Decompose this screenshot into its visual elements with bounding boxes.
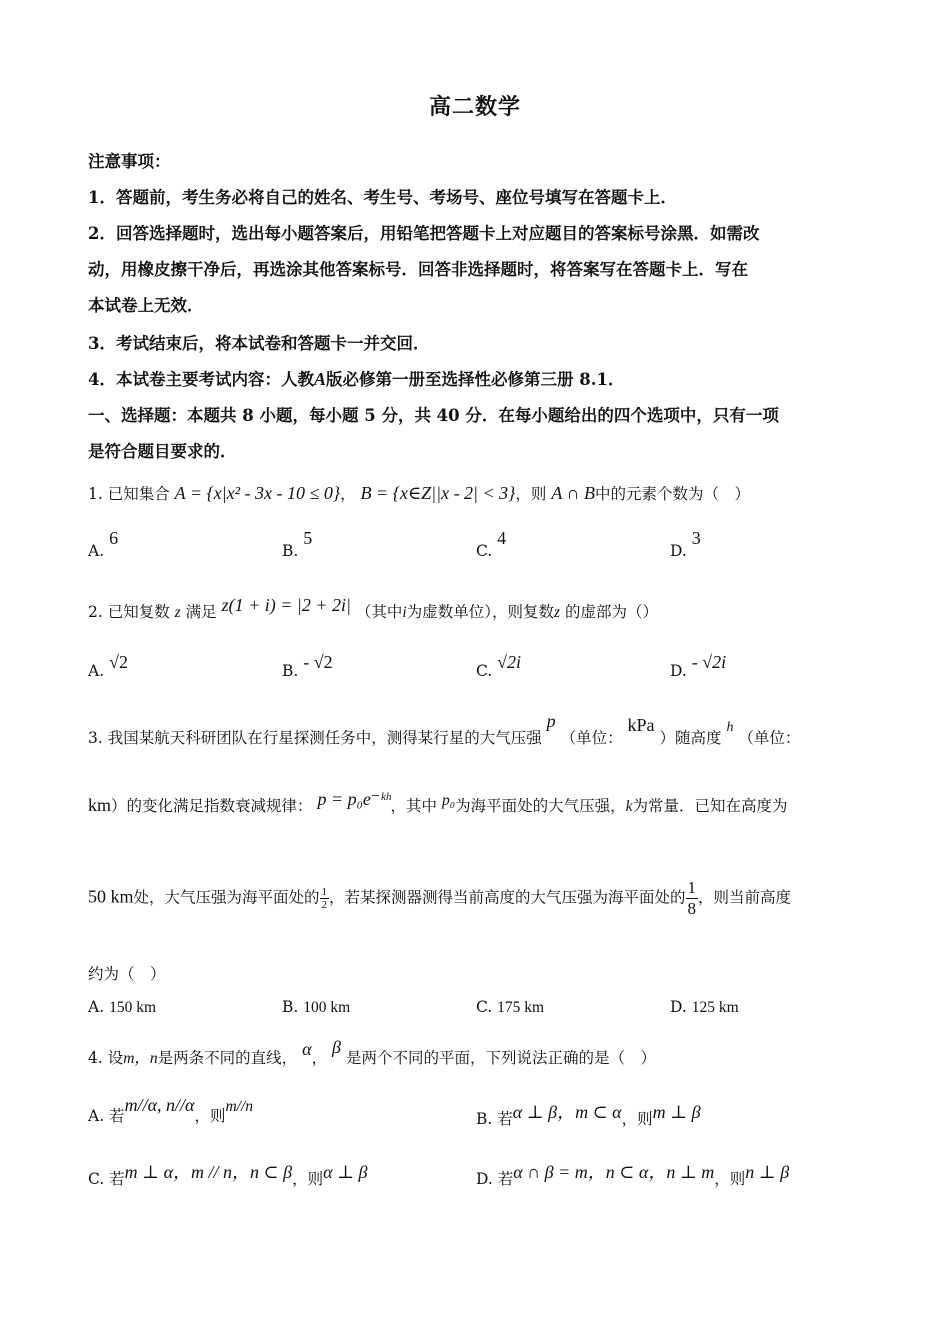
notice-item-2-line-2: 动，用橡皮擦干净后，再选涂其他答案标号．回答非选择题时，将答案写在答题卡上．写在 [88,260,748,279]
q3-option-a-value: 150 km [109,999,156,1016]
notice-item-4-text-b: A [313,369,326,389]
q3-text-1b: （单位： [560,729,623,747]
q4-option-b-then: ，则 [621,1110,653,1128]
q3-option-d [670,998,739,1017]
question-3-line-4: 约为（ ） [88,965,166,983]
q2-option-c-label: C. [476,662,493,680]
q4-option-b [476,1104,701,1130]
q1-option-d-value: 3 [691,528,701,548]
q2-i: i [402,604,407,621]
q3-option-c-label: C. [476,998,493,1016]
q3-option-a-label: A. [88,998,105,1016]
q3-text-2d: 为常量．已知在高度为 [632,797,788,815]
q3-text-1d: （单位： [738,729,801,747]
q3-text-3a: 处，大气压强为海平面处的 [133,888,320,907]
q2-option-b-label: B. [282,662,299,680]
q2-option-d-value: - √2i [691,652,727,672]
q3-formula: p = p₀e⁻ᵏʰ [317,789,391,809]
q2-option-b-value: - √2 [303,652,333,672]
q3-text-3b: ，若某探测器测得当前高度的大气压强为海平面处的 [329,888,686,907]
q3-option-b [282,998,350,1017]
question-3-line-3 [88,878,791,919]
section-1-line-1: 一、选择题：本题共 8 小题，每小题 5 分，共 40 分．在每小题给出的四个选项中，只有一项 [88,406,779,425]
notice-item-2-line-1: 2．回答选择题时，选出每小题答案后，用铅笔把答题卡上对应题目的答案标号涂黑．如需改 [88,224,760,243]
q3-p: p [546,711,556,731]
question-4 [88,1037,656,1068]
q3-h50: 50 km [88,886,134,907]
page-title: 高二数学 [428,94,521,120]
q2-mid-4: 的虚部为（） [564,603,658,621]
q3-fraction-half [320,886,330,911]
q4-option-d-result: n ⊥ β [745,1162,790,1182]
q1-option-b [282,528,313,561]
q4-option-d-then: ，则 [714,1170,746,1188]
q2-mid-3: 为虚数单位），则复数 [406,603,554,621]
q2-mid-2: （其中 [355,603,403,621]
q4-option-b-condition: α ⊥ β，m ⊂ α [512,1102,622,1122]
q2-option-a-label: A. [88,662,105,680]
q4-option-a [88,1095,254,1126]
q3-text-2a: ）的变化满足指数衰减规律： [111,797,313,815]
q3-option-c-value: 175 km [497,999,545,1016]
q3-option-a [88,998,156,1017]
q2-option-d-label: D. [670,662,687,680]
q4-option-a-then: ，则 [194,1107,226,1125]
q1-option-d [670,528,701,561]
q2-z-2: z [553,604,561,621]
q4-option-c-result: α ⊥ β [323,1162,368,1182]
q1-sep: ， [340,485,356,503]
q4-option-d-condition: α ∩ β = m，n ⊂ α，n ⊥ m [513,1162,715,1182]
q3-option-b-value: 100 km [303,999,351,1016]
q4-option-d [476,1164,789,1190]
q3-text-2b: ，其中 [390,797,438,815]
q2-z: z [174,604,181,621]
q4-option-d-label: D. 若 [476,1170,514,1188]
q1-option-c-label: C. [476,542,493,560]
q2-option-c-value: √2i [497,652,522,672]
q2-option-a-value: √2 [109,652,128,672]
q3-text-1c: ）随高度 [659,729,722,747]
q3-option-c [476,998,544,1017]
question-2 [88,595,658,622]
q4-alpha: α [302,1039,312,1059]
q4-option-a-label: A. 若 [88,1107,125,1125]
q3-option-d-value: 125 km [691,999,739,1016]
q2-option-c [476,652,522,681]
q4-option-a-condition: m//α, n//α [124,1095,195,1115]
q1-expr: A ∩ B [551,483,595,503]
q2-option-b [282,652,333,681]
q4-option-c [88,1164,367,1190]
q4-option-b-result: m ⊥ β [652,1102,701,1122]
question-3-line-2 [88,789,788,816]
q3-h: h [726,720,734,735]
q4-option-a-result: m//n [225,1098,254,1115]
notice-item-4 [88,366,624,390]
q3-p0: p₀ [442,792,456,809]
notice-item-3: 3．考试结束后，将本试卷和答题卡一并交回． [88,334,430,353]
q3-half-numerator: 1 [321,886,328,898]
question-1 [88,482,750,504]
q1-option-d-label: D. [670,542,687,560]
q4-mn: m，n [123,1050,158,1067]
q2-mid-1: 满足 [185,603,217,621]
notice-item-1: 1．答题前，考生务必将自己的姓名、考生号、考场号、座位号填写在答题卡上． [88,188,677,207]
q3-eighth-numerator: 1 [687,878,697,897]
q1-option-a-label: A. [88,542,105,560]
q3-kpa: kPa [627,715,655,735]
notice-item-4-text-a: 4．本试卷主要考试内容：人教 [88,370,314,389]
notice-heading: 注意事项： [88,152,171,171]
q3-text-3c: ，则当前高度 [698,888,792,907]
notice-item-2-line-3: 本试卷上无效． [88,296,204,315]
q3-half-denominator: 2 [321,899,328,911]
q4-beta: β [332,1037,341,1057]
q3-text-2c: 为海平面处的大气压强， [455,797,626,815]
q1-option-b-value: 5 [303,528,313,548]
q1-set-a: A = {x|x² - 3x - 10 ≤ 0} [174,483,341,503]
q1-option-b-label: B. [282,542,299,560]
q2-equation: z(1 + i) = |2 + 2i| [221,595,351,615]
notice-item-4-text-c: 版必修第一册至选择性必修第三册 8.1． [326,370,625,389]
q1-option-c [476,528,507,561]
q4-mid-1: 是两条不同的直线， [157,1049,298,1067]
q3-k: k [625,798,633,815]
q4-comma: ， [311,1049,328,1067]
q1-suffix-a: ，则 [515,485,547,503]
q1-option-a-value: 6 [109,528,119,548]
q4-option-b-label: B. 若 [476,1110,513,1128]
q1-option-c-value: 4 [497,528,507,548]
q2-prefix: 2. 已知复数 [88,603,170,621]
q2-option-a [88,652,128,681]
q3-option-b-label: B. [282,998,299,1016]
q3-fraction-eighth [686,878,699,919]
q3-option-d-label: D. [670,998,687,1016]
q4-option-c-then: ，则 [292,1170,324,1188]
q1-set-b: B = {x∈Z||x - 2| < 3} [360,483,516,503]
q2-option-d [670,652,727,681]
q4-option-c-condition: m ⊥ α，m // n，n ⊂ β [124,1162,293,1182]
q1-prefix: 1. 已知集合 [88,485,170,503]
q3-text-1a: 3. 我国某航天科研团队在行星探测任务中，测得某行星的大气压强 [88,729,542,747]
section-1-line-2: 是符合题目要求的． [88,442,237,461]
q3-km: km [88,795,112,815]
question-3-line-1 [88,711,801,748]
q4-mid-2: 是两个不同的平面，下列说法正确的是（ ） [345,1049,656,1067]
q4-prefix: 4. 设 [88,1049,124,1067]
q4-option-c-label: C. 若 [88,1170,125,1188]
q1-suffix-b: 中的元素个数为（ ） [594,485,750,503]
q3-eighth-denominator: 8 [687,899,697,918]
q1-option-a [88,528,119,561]
